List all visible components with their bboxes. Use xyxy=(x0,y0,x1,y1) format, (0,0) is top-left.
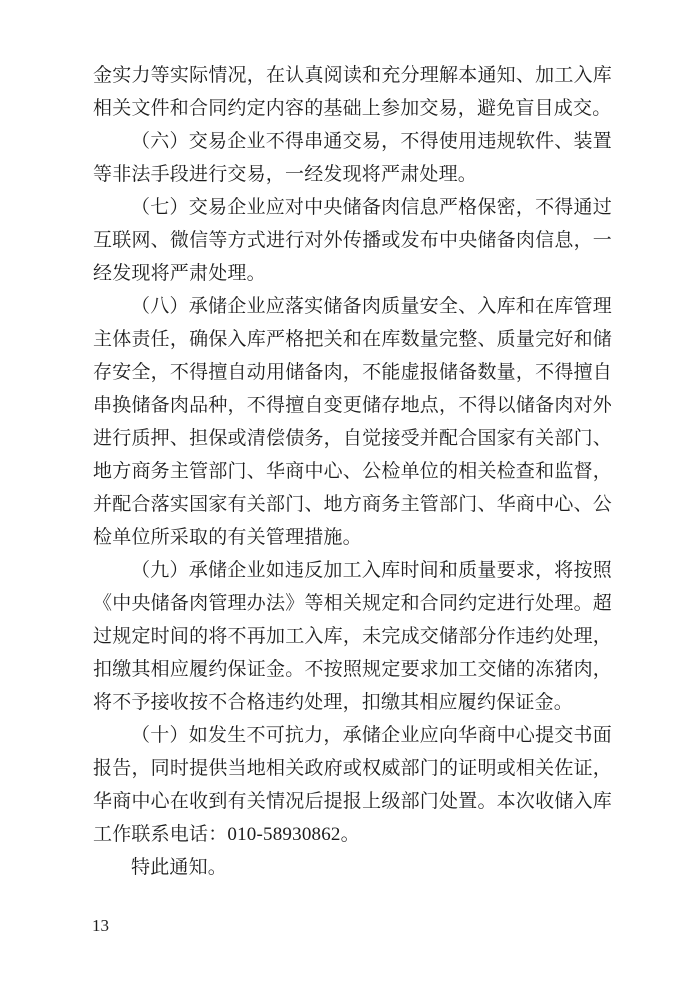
paragraph-item-8: （八）承储企业应落实储备肉质量安全、入库和在库管理主体责任，确保入库严格把关和在库数量完整、质量完好和储存安全，不得擅自动用储备肉，不能虚报储备数量，不得擅自串换储备肉品种，不得擅自变更储存地点，不得以储备肉对外进行质押、担保或清偿债务，自觉接受并配合国家有关部门、地方商务主管部门、华商中心、公检单位的相关检查和监督，并配合落实国家有关部门、地方商务主管部门、华商中心、公检单位所采取的有关管理措施。 xyxy=(93,296,612,548)
paragraph-item-9: （九）承储企业如违反加工入库时间和质量要求，将按照《中央储备肉管理办法》等相关规定和合同约定进行处理。超过规定时间的将不再加工入库，未完成交储部分作违约处理，扣缴其相应履约保证金。不按照规定要求加工交储的冻猪肉，将不予接收按不合格违约处理，扣缴其相应履约保证金。 xyxy=(93,560,612,713)
document-body xyxy=(93,59,612,884)
closing-line: 特此通知。 xyxy=(131,857,228,878)
paragraph-continuation: 金实力等实际情况，在认真阅读和充分理解本通知、加工入库相关文件和合同约定内容的基础上参加交易，避免盲目成交。 xyxy=(93,65,612,119)
paragraph-item-6: （六）交易企业不得串通交易，不得使用违规软件、装置等非法手段进行交易，一经发现将严肃处理。 xyxy=(93,131,612,185)
page-number: 13 xyxy=(92,916,109,935)
paragraph-item-7: （七）交易企业应对中央储备肉信息严格保密，不得通过互联网、微信等方式进行对外传播或发布中央储备肉信息，一经发现将严肃处理。 xyxy=(93,197,612,284)
paragraph-item-10: （十）如发生不可抗力，承储企业应向华商中心提交书面报告，同时提供当地相关政府或权威部门的证明或相关佐证，华商中心在收到有关情况后提报上级部门处置。本次收储入库工作联系电话：010-58930862。 xyxy=(93,725,612,845)
